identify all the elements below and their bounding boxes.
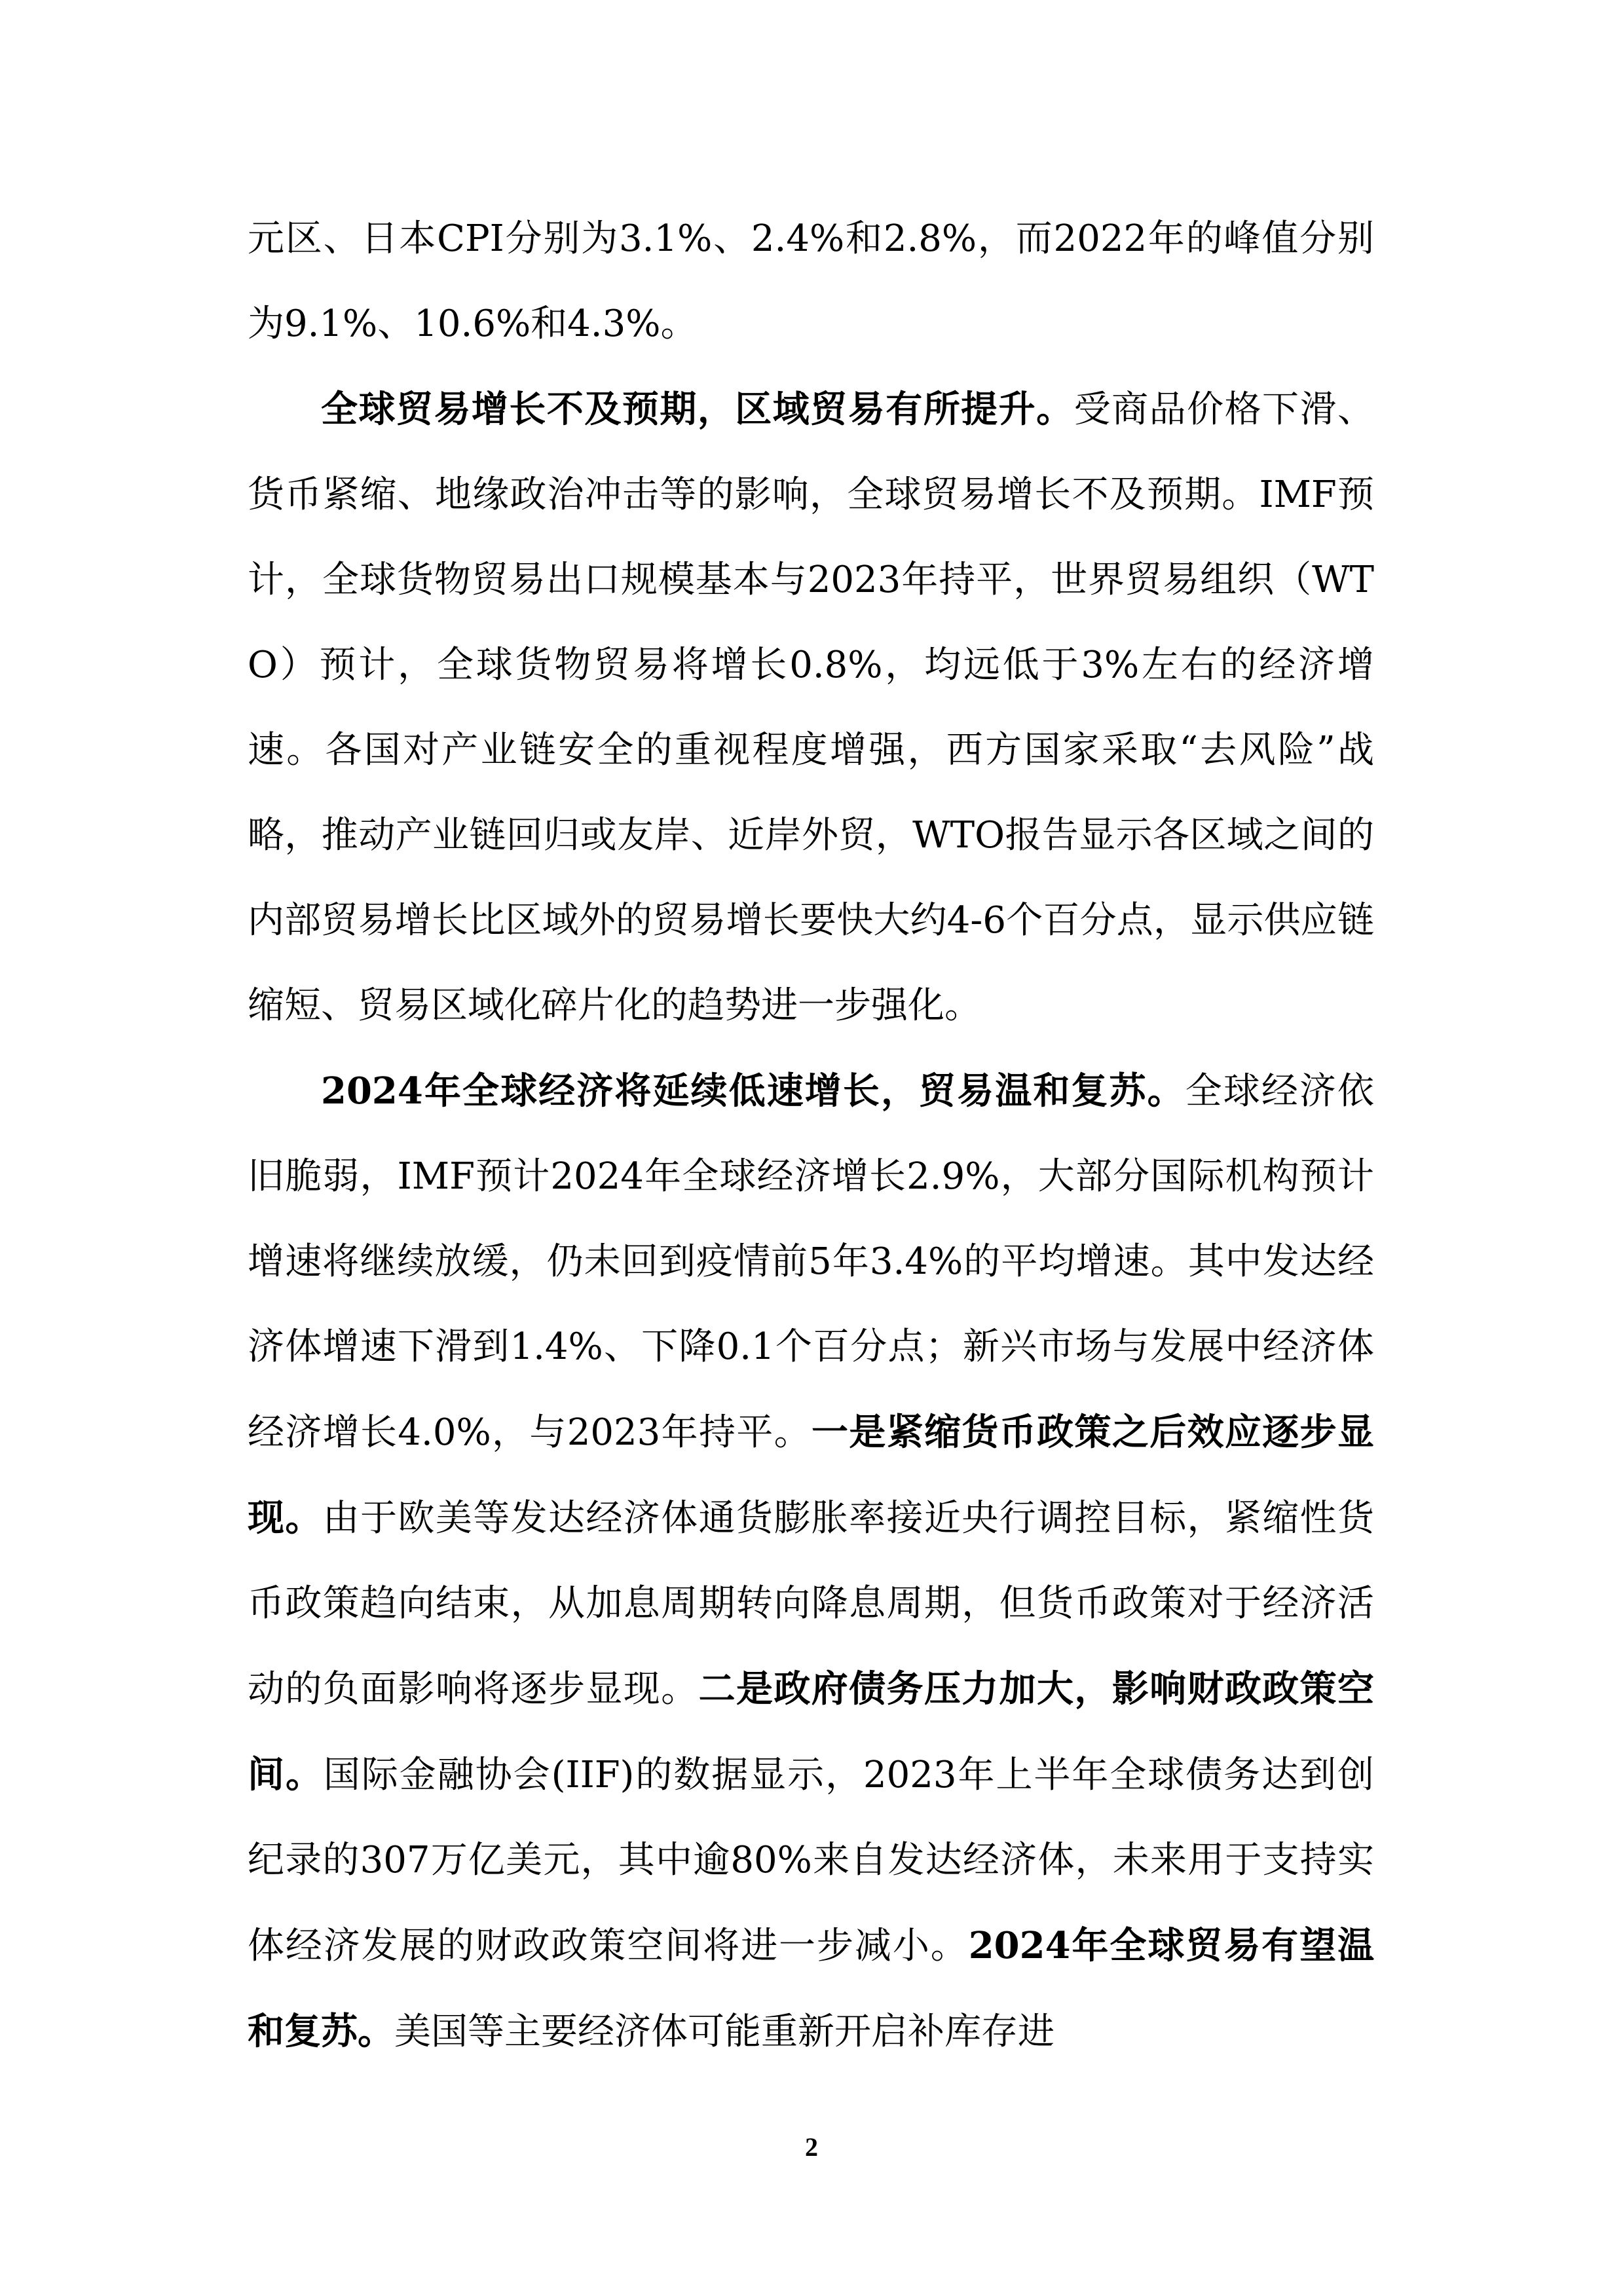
paragraph-3-point-1: 一是紧缩货币政策之后效应逐步显现。 (248, 1411, 1375, 1540)
page-number: 2 (805, 2132, 818, 2162)
paragraph-3-point-2: 二是政府债务压力加大，影响财政政策空间。 (248, 1667, 1375, 1796)
paragraph-3-text-4: 美国等主要经济体可能重新开启补库存进 (394, 2010, 1054, 2053)
paragraph-3-text-2: 由于欧美等发达经济体通货膨胀率接近央行调控目标，紧缩性货币政策趋向结束，从加息周期转向降息周期，但货币政策对于经济活动的负面影响将逐步显现。 (248, 1497, 1375, 1711)
paragraph-3-heading: 2024年全球经济将延续低速增长，贸易温和复苏。 (321, 1069, 1185, 1113)
paragraph-3-text-3: 国际金融协会(IIF)的数据显示，2023年上半年全球债务达到创纪录的307万亿美元，其中逾80%来自发达经济体，未来用于支持实体经济发展的财政政策空间将进一步减小。 (248, 1754, 1375, 1967)
paragraph-2 (248, 367, 1374, 1048)
paragraph-3 (248, 1048, 1374, 2075)
paragraph-1 (248, 196, 1374, 367)
paragraph-3-text-1: 全球经济依旧脆弱，IMF预计2024年全球经济增长2.9%，大部分国际机构预计增速将继续放缓，仍未回到疫情前5年3.4%的平均增速。其中发达经济体增速下滑到1.4%、下降0.1个百分点；新兴市场与发展中经济体经济增长4.0%，与2023年持平。 (248, 1070, 1375, 1454)
paragraph-2-text: 受商品价格下滑、货币紧缩、地缘政治冲击等的影响，全球贸易增长不及预期。IMF预计，全球货物贸易出口规模基本与2023年持平，世界贸易组织（WTO）预计，全球货物贸易将增长0.8%，均远低于3%左右的经济增速。各国对产业链安全的重视程度增强，西方国家采取“去风险”战略，推动产业链回归或友岸、近岸外贸，WTO报告显示各区域之间的内部贸易增长比区域外的贸易增长要快大约4-6个百分点，显示供应链缩短、贸易区域化碎片化的趋势进一步强化。 (248, 388, 1375, 1027)
paragraph-2-heading: 全球贸易增长不及预期，区域贸易有所提升。 (321, 388, 1074, 431)
paragraph-1-text: 元区、日本CPI分别为3.1%、2.4%和2.8%，而2022年的峰值分别为9.1%、10.6%和4.3%。 (248, 217, 1374, 345)
paragraph-3-point-3: 2024年全球贸易有望温和复苏。 (248, 1924, 1375, 2053)
document-body (248, 196, 1374, 2075)
